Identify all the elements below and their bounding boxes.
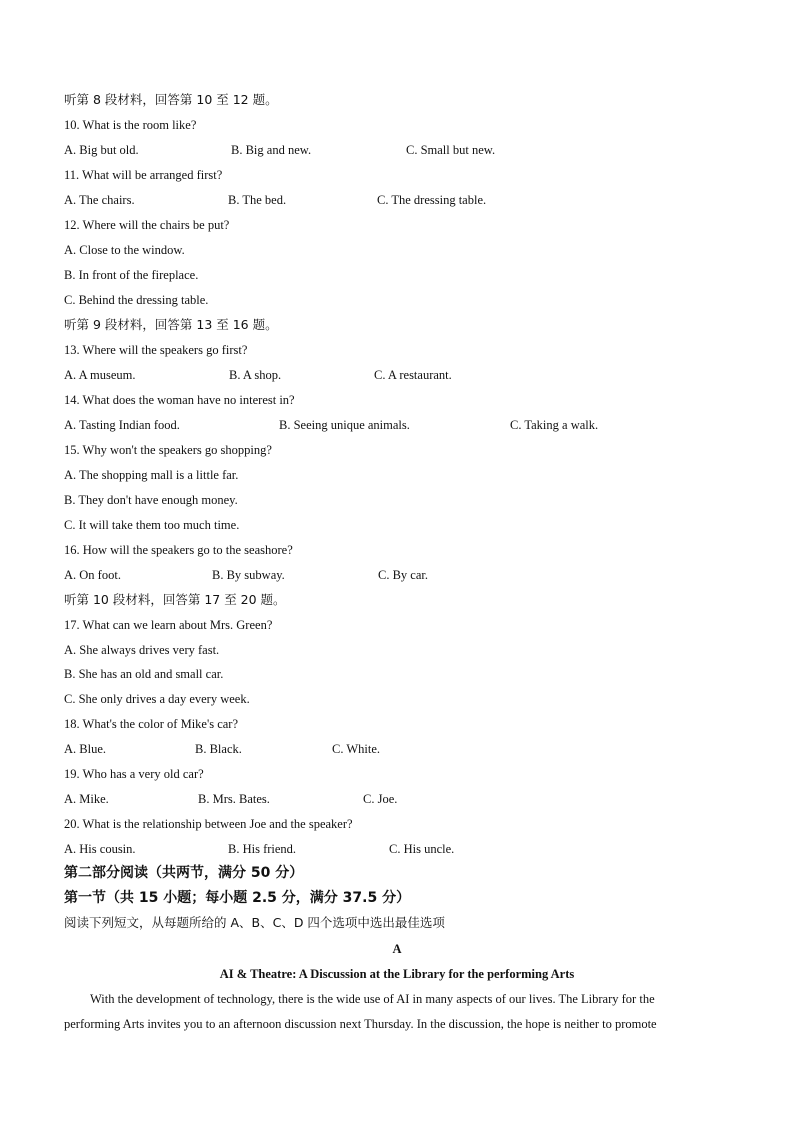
section-one-heading: 第一节（共 15 小题；每小题 2.5 分，满分 37.5 分） bbox=[64, 890, 411, 906]
option-14c: C. Taking a walk. bbox=[510, 418, 599, 432]
section-heading-10: 听第 10 段材料，回答第 17 至 20 题。 bbox=[64, 592, 286, 607]
passage-title: AI & Theatre: A Discussion at the Library for the performing Arts bbox=[219, 967, 575, 981]
option-17a: A. She always drives very fast. bbox=[64, 643, 220, 657]
option-14a: A. Tasting Indian food. bbox=[64, 418, 180, 432]
question-18: 18. What's the color of Mike's car? bbox=[64, 717, 239, 731]
section-heading-9: 听第 9 段材料，回答第 13 至 16 题。 bbox=[64, 317, 278, 332]
option-15c: C. It will take them too much time. bbox=[64, 518, 240, 532]
option-19a: A. Mike. bbox=[64, 792, 109, 806]
option-19b: B. Mrs. Bates. bbox=[198, 792, 270, 806]
question-13: 13. Where will the speakers go first? bbox=[64, 343, 248, 357]
option-12b: B. In front of the fireplace. bbox=[64, 268, 199, 282]
option-19c: C. Joe. bbox=[363, 792, 398, 806]
part-two-heading: 第二部分阅读（共两节，满分 50 分） bbox=[64, 865, 304, 881]
question-14: 14. What does the woman have no interest in? bbox=[64, 393, 295, 407]
option-15a: A. The shopping mall is a little far. bbox=[64, 468, 239, 482]
option-20a: A. His cousin. bbox=[64, 842, 136, 856]
option-11b: B. The bed. bbox=[228, 193, 287, 207]
option-11c: C. The dressing table. bbox=[377, 193, 487, 207]
option-20b: B. His friend. bbox=[228, 842, 297, 856]
option-18b: B. Black. bbox=[195, 742, 242, 756]
option-16c: C. By car. bbox=[378, 568, 428, 582]
option-16a: A. On foot. bbox=[64, 568, 121, 582]
option-12c: C. Behind the dressing table. bbox=[64, 293, 209, 307]
question-10: 10. What is the room like? bbox=[64, 118, 197, 132]
section-heading-8: 听第 8 段材料，回答第 10 至 12 题。 bbox=[64, 92, 278, 107]
paragraph-line-2: performing Arts invites you to an afternoon discussion next Thursday. In the discussion, the hope is neither to promote bbox=[64, 1017, 657, 1031]
option-20c: C. His uncle. bbox=[389, 842, 455, 856]
question-17: 17. What can we learn about Mrs. Green? bbox=[64, 618, 273, 632]
option-17b: B. She has an old and small car. bbox=[64, 667, 224, 681]
question-20: 20. What is the relationship between Joe and the speaker? bbox=[64, 817, 353, 831]
paragraph-line-1: With the development of technology, there is the wide use of AI in many aspects of our lives. The Library for the bbox=[90, 992, 655, 1006]
option-16b: B. By subway. bbox=[212, 568, 285, 582]
question-19: 19. Who has a very old car? bbox=[64, 767, 204, 781]
option-13b: B. A shop. bbox=[229, 368, 282, 382]
option-10b: B. Big and new. bbox=[231, 143, 312, 157]
option-14b: B. Seeing unique animals. bbox=[279, 418, 410, 432]
option-11a: A. The chairs. bbox=[64, 193, 135, 207]
option-18c: C. White. bbox=[332, 742, 381, 756]
option-10c: C. Small but new. bbox=[406, 143, 496, 157]
option-13a: A. A museum. bbox=[64, 368, 136, 382]
option-15b: B. They don't have enough money. bbox=[64, 493, 238, 507]
question-15: 15. Why won't the speakers go shopping? bbox=[64, 443, 272, 457]
option-10a: A. Big but old. bbox=[64, 143, 139, 157]
option-13c: C. A restaurant. bbox=[374, 368, 452, 382]
question-16: 16. How will the speakers go to the seashore? bbox=[64, 543, 293, 557]
option-12a: A. Close to the window. bbox=[64, 243, 185, 257]
reading-instruction: 阅读下列短文，从每题所给的 A、B、C、D 四个选项中选出最佳选项 bbox=[64, 915, 445, 930]
passage-letter: A bbox=[392, 942, 402, 956]
question-12: 12. Where will the chairs be put? bbox=[64, 218, 230, 232]
option-17c: C. She only drives a day every week. bbox=[64, 692, 250, 706]
option-18a: A. Blue. bbox=[64, 742, 107, 756]
question-11: 11. What will be arranged first? bbox=[64, 168, 223, 182]
